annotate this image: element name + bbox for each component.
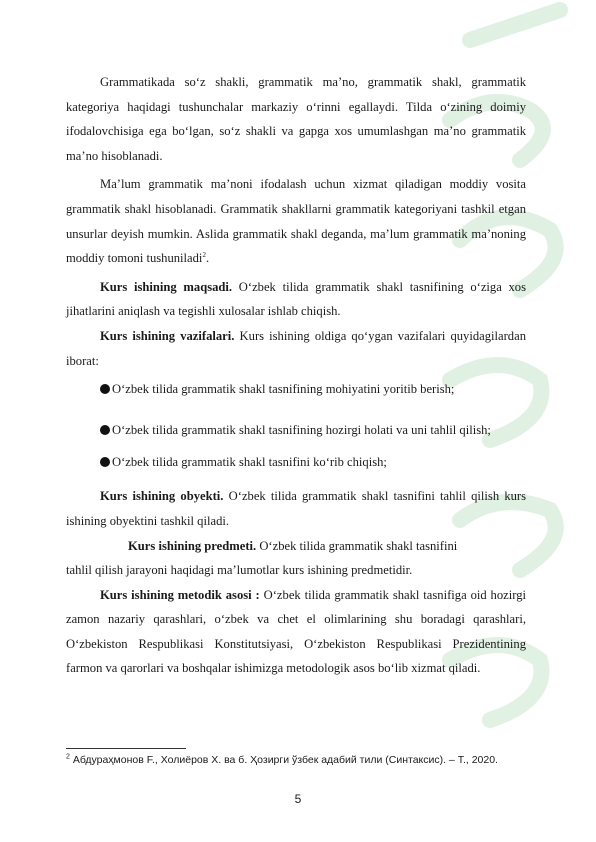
obyekt-paragraph bbox=[66, 484, 526, 533]
maqsad-paragraph bbox=[66, 275, 526, 324]
obyekt-label: Kurs ishining obyekti. bbox=[100, 489, 224, 504]
paragraph-text: Ma’lum grammatik ma’noni ifodalash uchun xizmat qiladigan moddiy vosita grammatik shakl hisoblanadi. Grammatik shakllarni grammatik kategoriyani tashkil etgan unsurlar deyish mumkin. Aslida grammatik shakl deganda, ma’lum grammatik ma’noning moddiy tomoni tushuniladi bbox=[66, 177, 526, 266]
vazifalar-paragraph bbox=[66, 324, 526, 373]
list-item-text: O‘zbek tilida grammatik shakl tasnifining hozirgi holati va uni tahlil qilish; bbox=[112, 422, 491, 437]
metodik-paragraph bbox=[66, 583, 526, 681]
list-item bbox=[66, 450, 526, 475]
paragraph-end: . bbox=[205, 251, 210, 266]
list-item-text: O‘zbek tilida grammatik shakl tasnifini ko‘rib chiqish; bbox=[112, 454, 387, 469]
page-number: 5 bbox=[294, 792, 302, 806]
predmet-text: O‘zbek tilida grammatik shakl tasnifini bbox=[256, 538, 458, 553]
grammatik-shakl-paragraph bbox=[66, 172, 526, 270]
footnote-text: Абдураҳмонов F., Холиёров Х. ва б. Ҳозирги ўзбек адабий тили (Синтаксис). – Т., 2020. bbox=[69, 754, 498, 766]
bullet-icon bbox=[100, 425, 110, 435]
maqsad-text: O‘zbek tilida grammatik shakl tasnifining o‘ziga xos jihatlarini aniqlash va tegishli xulosalar ishlab chiqish. bbox=[66, 279, 527, 319]
page-body bbox=[66, 70, 526, 681]
footnote-divider bbox=[66, 748, 186, 749]
intro-paragraph: Grammatikada so‘z shakli, grammatik ma’no, grammatik shakl, grammatik kategoriya haqidagi tushunchalar markaziy o‘rinni egallaydi. Tilda o‘zining doimiy ifodalovchisiga ega bo‘lgan, so‘z shakli va gapga xos umumlashgan ma’no grammatik ma’no hisoblanadi. bbox=[66, 75, 526, 163]
metodik-label: Kurs ishining metodik asosi : bbox=[100, 587, 260, 602]
list-item bbox=[66, 377, 526, 402]
obyekt-text: O‘zbek tilida grammatik shakl tasnifini tahlil qilish kurs ishining obyektini tashkil qiladi. bbox=[66, 489, 527, 528]
vazifalar-text: Kurs ishining oldiga qo‘ygan vazifalari quyidagilardan iborat: bbox=[66, 328, 526, 368]
bullet-icon bbox=[100, 384, 110, 394]
vazifalar-label: Kurs ishining vazifalari. bbox=[100, 328, 235, 343]
metodik-text: O‘zbek tilida grammatik shakl tasnifiga oid hozirgi zamon nazariy qarashlari, o‘zbek va chet el olimlarining shu boradagi qarashlari, O‘zbekiston Respublikasi Konstitutsiyasi, O‘zbekiston Respublikasi Prezidentining farmon va qarorlari va boshqalar ishimizga metodologik asos bo‘lib xizmat qiladi. bbox=[66, 587, 526, 676]
predmet-line-1 bbox=[66, 534, 526, 559]
predmet-line-2: tahlil qilish jarayoni haqidagi ma’lumotlar kurs ishining predmetidir. bbox=[66, 563, 413, 578]
footnote bbox=[66, 754, 498, 766]
footnote-ref: 2 bbox=[202, 250, 206, 259]
bullet-icon bbox=[100, 457, 110, 467]
list-item-text: O‘zbek tilida grammatik shakl tasnifining mohiyatini yoritib berish; bbox=[112, 382, 455, 397]
footnote-mark: 2 bbox=[66, 753, 70, 761]
list-item bbox=[66, 416, 526, 444]
predmet-label: Kurs ishining predmeti. bbox=[128, 538, 257, 553]
maqsad-label: Kurs ishining maqsadi. bbox=[100, 279, 233, 294]
